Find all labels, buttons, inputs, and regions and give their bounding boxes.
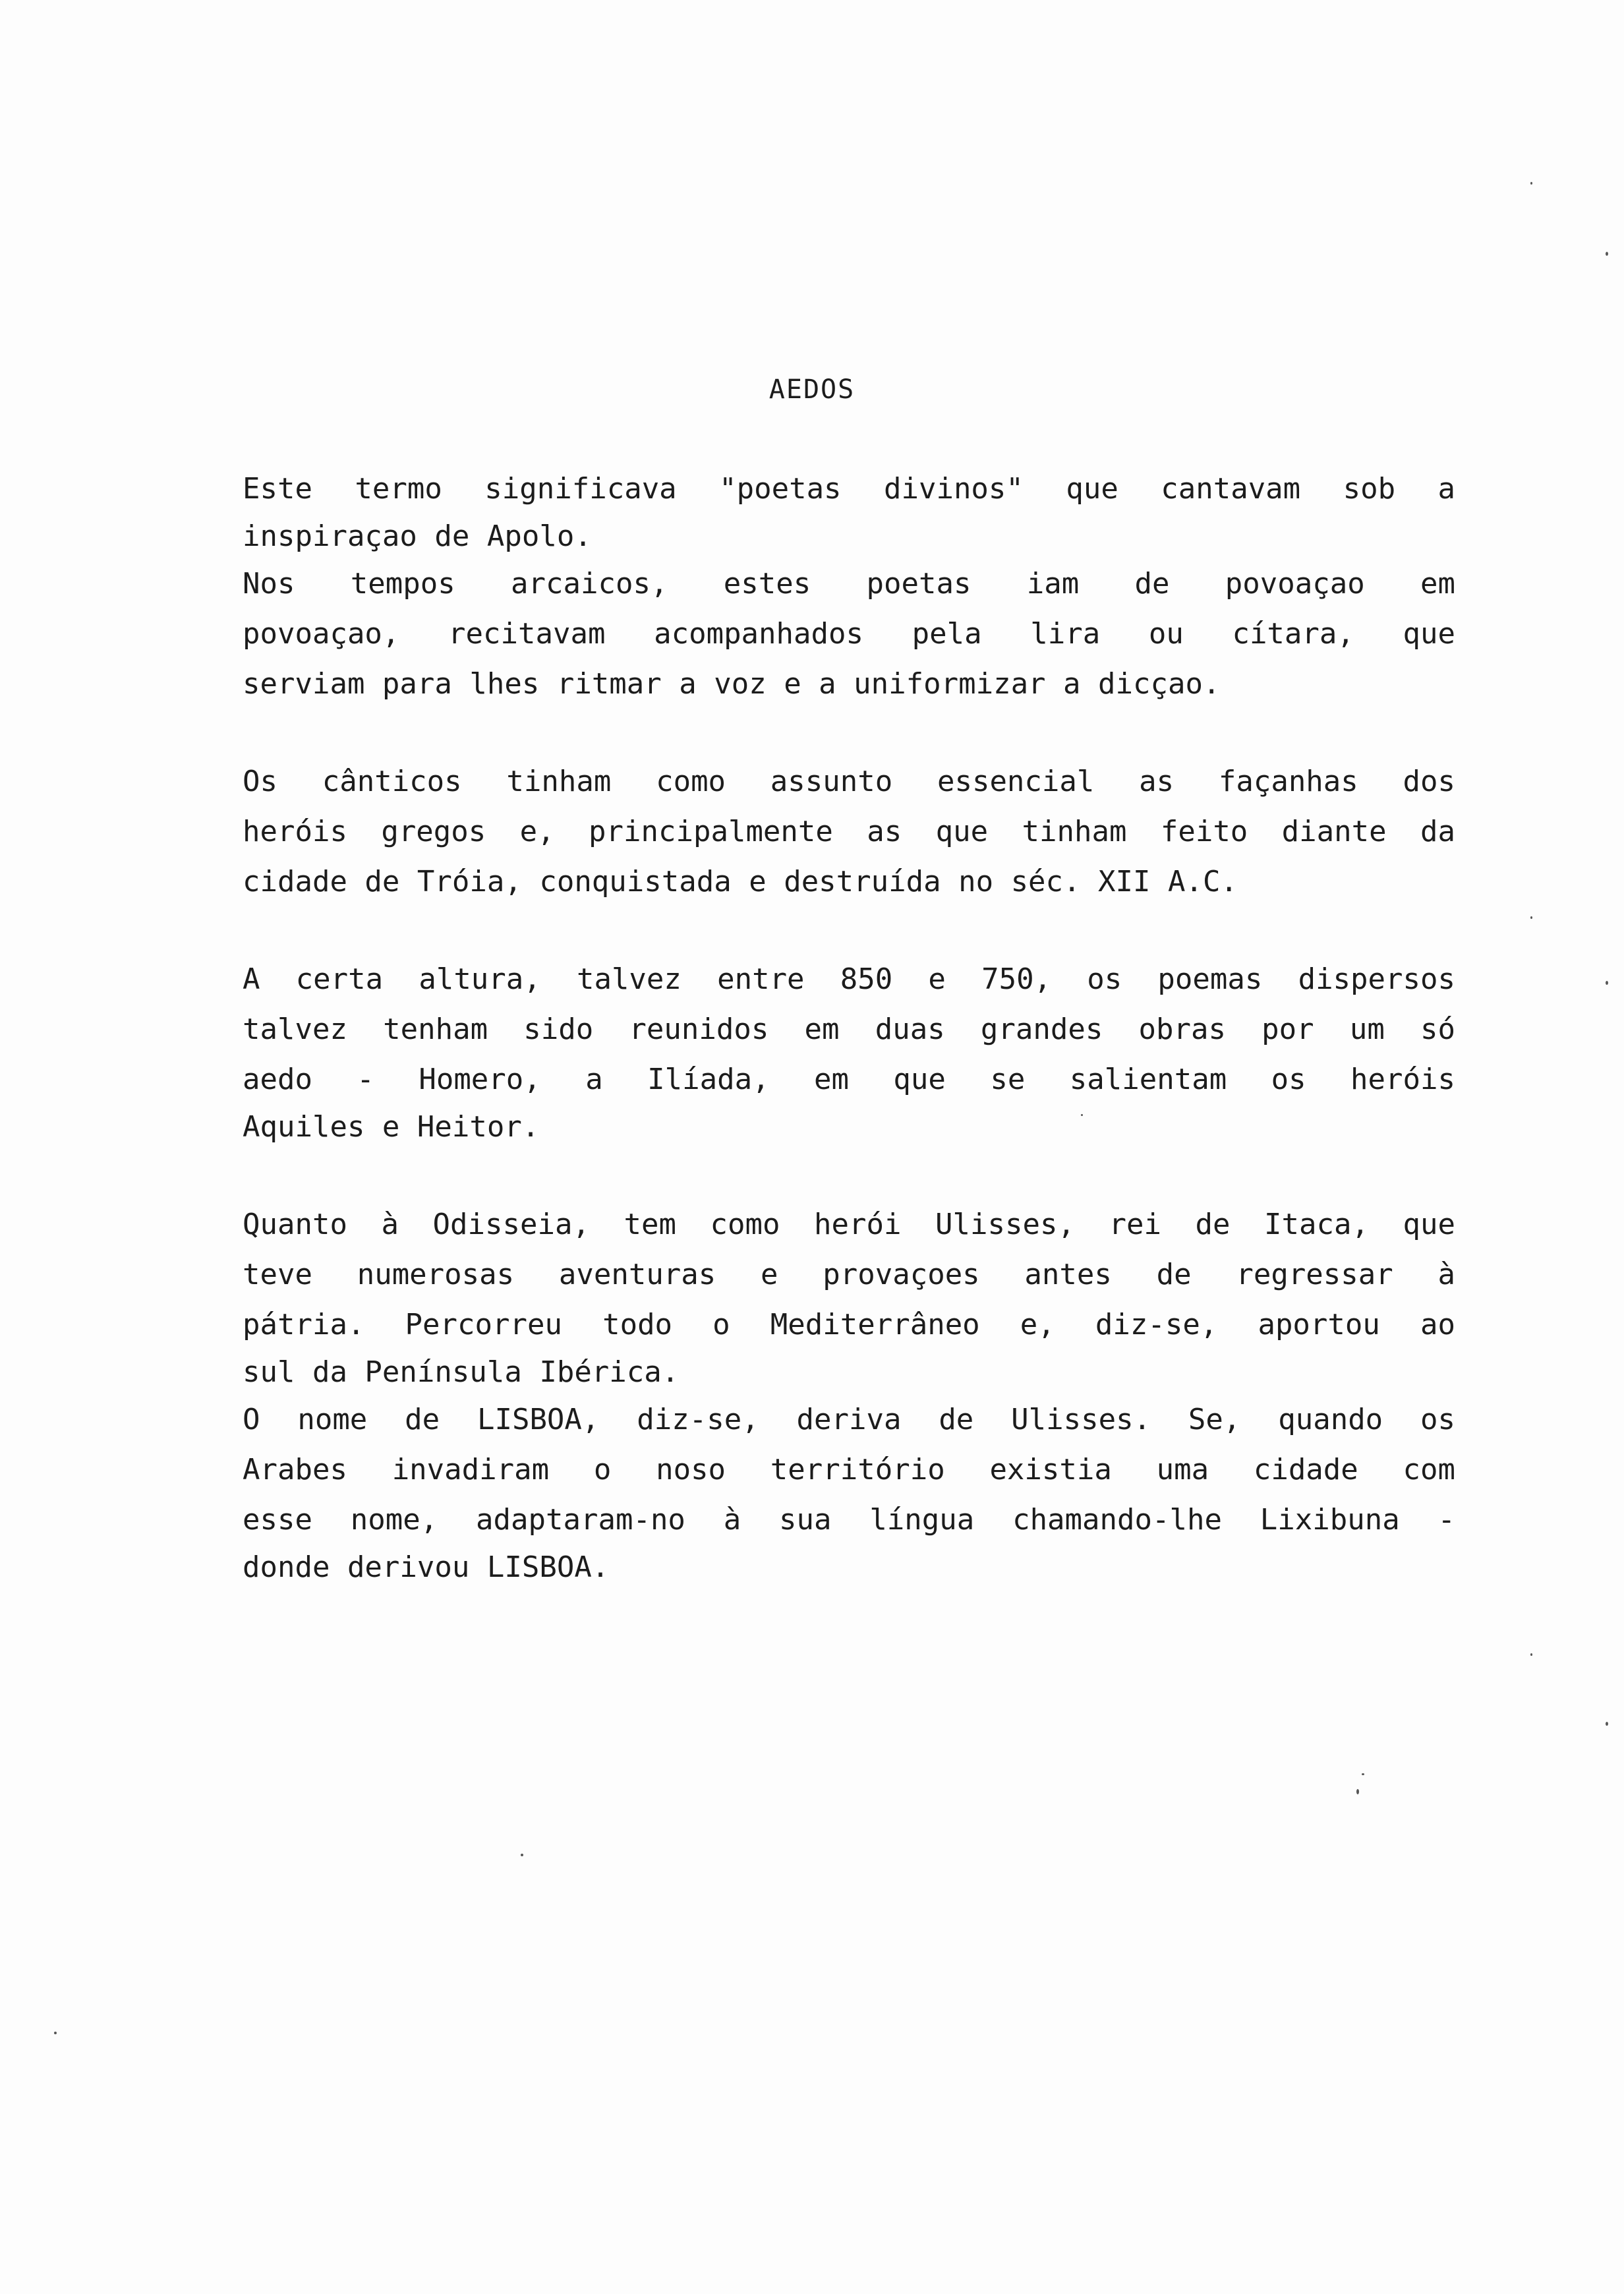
text-line: sul da Península Ibérica. (243, 1355, 680, 1389)
text-line: talvez tenham sido reunidos em duas grandes obras por um só (243, 1013, 1455, 1046)
text-line: Aquiles e Heitor. (243, 1110, 540, 1144)
text-line: Quanto à Odisseia, tem como herói Ulisses, rei de Itaca, que (243, 1208, 1455, 1241)
text-line: Este termo significava "poetas divinos" que cantavam sob a (243, 472, 1455, 506)
text-line: A certa altura, talvez entre 850 e 750, os poemas dispersos (243, 962, 1455, 996)
text-line: Arabes invadiram o noso território existia uma cidade com (243, 1453, 1455, 1486)
text-line: donde derivou LISBOA. (243, 1550, 610, 1584)
text-line: cidade de Tróia, conquistada e destruída no séc. XII A.C. (243, 865, 1238, 898)
text-line: Nos tempos arcaicos, estes poetas iam de povoaçao em (243, 567, 1455, 601)
document-title: AEDOS (768, 374, 856, 405)
scan-speck (1606, 252, 1608, 256)
text-line: inspiraçao de Apolo. (243, 519, 592, 553)
scan-speck (1606, 1722, 1608, 1726)
scan-speck (1530, 1653, 1532, 1656)
text-line: esse nome, adaptaram-no à sua língua chamando-lhe Lixibuna - (243, 1503, 1455, 1537)
text-line: aedo - Homero, a Ilíada, em que se salientam os heróis (243, 1063, 1455, 1096)
scan-speck (521, 1854, 523, 1856)
text-line: teve numerosas aventuras e provaçoes antes de regressar à (243, 1258, 1455, 1291)
scan-speck (1362, 1773, 1364, 1775)
scan-speck (1606, 981, 1608, 985)
text-line: povoaçao, recitavam acompanhados pela lira ou cítara, que (243, 617, 1455, 651)
scan-speck (1530, 182, 1532, 185)
scan-speck (1356, 1789, 1359, 1794)
scan-speck (1530, 916, 1532, 919)
text-line: pátria. Percorreu todo o Mediterrâneo e, diz-se, aportou ao (243, 1308, 1455, 1341)
scan-speck (1081, 1114, 1083, 1116)
text-line: heróis gregos e, principalmente as que tinham feito diante da (243, 815, 1455, 848)
text-line: Os cânticos tinham como assunto essencial as façanhas dos (243, 765, 1455, 798)
text-line: O nome de LISBOA, diz-se, deriva de Ulisses. Se, quando os (243, 1403, 1455, 1436)
text-line: serviam para lhes ritmar a voz e a uniformizar a dicçao. (243, 667, 1221, 701)
scan-speck (54, 2032, 57, 2034)
